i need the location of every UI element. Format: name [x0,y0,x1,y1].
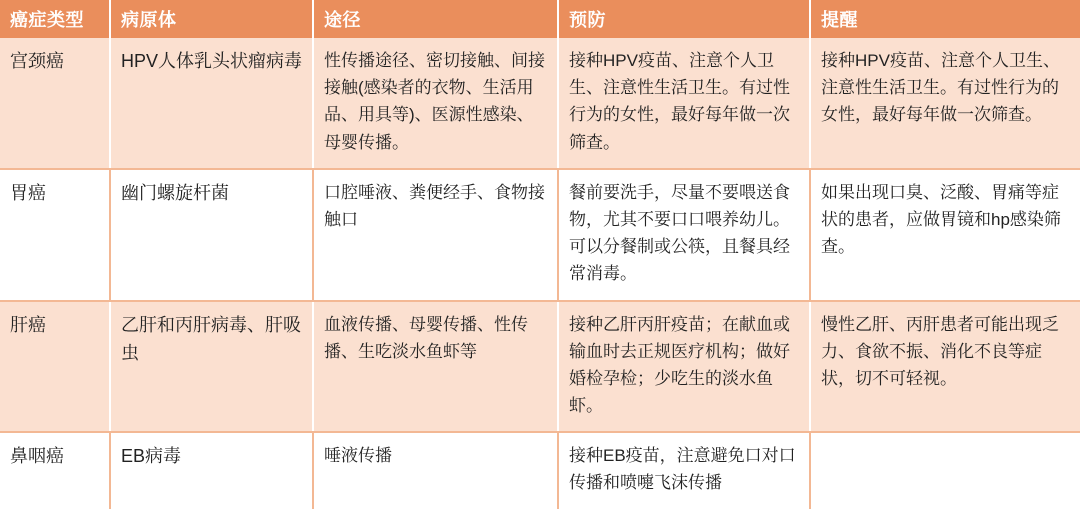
cell-route [313,432,558,508]
cell-text: 唾液传播 [324,446,392,466]
cell-cancer-type [0,432,110,508]
cell-cancer-type [0,169,110,301]
cell-text: 如果出现口臭、泛酸、胃痛等症状的患者，应做胃镜和hp感染筛查。 [821,182,1061,257]
cell-text: 接种HPV疫苗、注意个人卫生、注意性生活卫生。有过性行为的女性，最好每年做一次筛查。 [569,51,790,152]
cell-text: 乙肝和丙肝病毒、肝吸虫 [121,314,301,364]
cell-text: HPV人体乳头状瘤病毒 [121,51,303,71]
cell-text: 接种HPV疫苗、注意个人卫生、注意性生活卫生。有过性行为的女性，最好每年做一次筛查。 [821,51,1060,125]
cell-prevention [558,38,810,169]
table-row [0,432,1080,508]
cell-text: 宫颈癌 [10,51,64,71]
table-row [0,38,1080,169]
cell-text: 接种乙肝丙肝疫苗；在献血或输血时去正规医疗机构；做好婚检孕检；少吃生的淡水鱼虾。 [569,314,790,416]
cell-text: 幽门螺旋杆菌 [121,182,229,203]
column-header-cancer-type: 癌症类型 [0,0,110,38]
cell-text: 接种EB疫苗，注意避免口对口传播和喷嚏飞沫传播 [569,446,796,493]
cell-prevention [558,301,810,433]
cell-pathogen [110,301,313,433]
cell-pathogen [110,38,313,169]
cell-reminder [810,38,1080,169]
cell-prevention [558,432,810,508]
table-header-row [0,0,1080,38]
cell-text: EB病毒 [121,446,182,467]
column-header-prevention: 预防 [558,0,810,38]
cell-reminder [810,169,1080,301]
cell-text: 口腔唾液、粪便经手、食物接触口 [324,182,545,229]
cell-reminder [810,301,1080,433]
table-header [0,0,1080,38]
cell-text: 胃癌 [10,182,46,203]
cell-text: 慢性乙肝、丙肝患者可能出现乏力、食欲不振、消化不良等症状，切不可轻视。 [821,314,1059,388]
cell-route [313,169,558,301]
cell-cancer-type [0,301,110,433]
cell-text: 餐前要洗手，尽量不要喂送食物，尤其不要口口喂养幼儿。可以分餐制或公筷，且餐具经常消毒。 [569,182,790,284]
cell-cancer-type [0,38,110,169]
column-header-pathogen: 病原体 [110,0,313,38]
column-header-route: 途径 [313,0,558,38]
cell-pathogen [110,169,313,301]
table-row [0,301,1080,433]
cell-pathogen [110,432,313,508]
cell-route [313,38,558,169]
cell-reminder [810,432,1080,508]
cell-route [313,301,558,433]
cell-text: 血液传播、母婴传播、性传播、生吃淡水鱼虾等 [324,314,528,361]
column-header-reminder: 提醒 [810,0,1080,38]
cell-text: 鼻咽癌 [10,446,64,467]
table-body [0,38,1080,509]
table-row [0,169,1080,301]
cell-prevention [558,169,810,301]
cell-text: 性传播途径、密切接触、间接接触(感染者的衣物、生活用品、用具等)、医源性感染、母婴传播。 [324,51,545,152]
cell-text: 肝癌 [10,314,46,335]
